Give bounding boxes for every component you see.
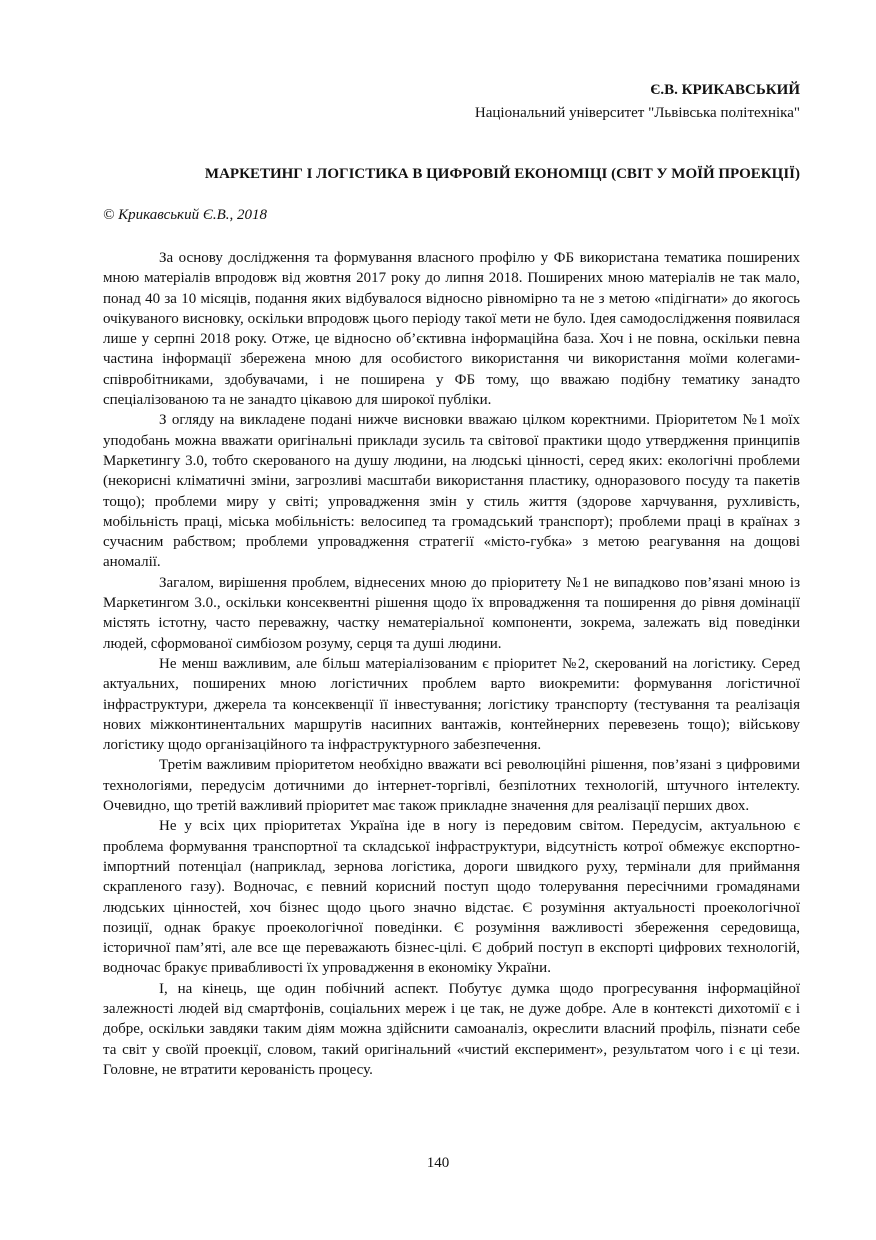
paragraph: За основу дослідження та формування власного профілю у ФБ використана тематика поширених мною матеріалів впродовж від жовтня 2017 року до липня 2018. Поширених мною матеріалів не так мало, понад 40 за 10 місяців, подання яких відбувалося відносно рівномірно та не з метою «підігнати» до якогось очікуваного висновку, оскільки впродовж цього періоду такої мети не було. Ідея самодослідження появилася лише у серпні 2018 року. Отже, це відносно об’єктивна інформаційна база. Хоч і не повна, оскільки певна частина інформації збережена мною для особистого використання чи використання моїми колегами-співробітниками, здобувачами, і не поширена у ФБ тому, що вважаю подібну тематику занадто спеціалізованою та не занадто цікавою для широкої публіки. <box>103 250 800 409</box>
body-text <box>103 248 800 1080</box>
copyright-line: © Крикавський Є.В., 2018 <box>103 207 268 223</box>
paragraph: Не менш важливим, але більш матеріалізованим є пріоритет №2, скерований на логістику. Серед актуальних, поширених мною логістичних проблем варто виокремити: формування логістичної інфраструктури, джерела та консеквенції її інвестування; логістику транспорту (тестування та реалізація нових міжконтинентальних маршрутів насипних вантажів, контейнерних перевезень тощо); військову логістику щодо організаційного та інфраструктурного забезпечення. <box>103 655 800 754</box>
paragraph: Третім важливим пріоритетом необхідно вважати всі революційні рішення, пов’язані з цифровими технологіями, передусім дотичними до інтернет-торгівлі, безпілотних технологій, штучного інтелекту. Очевидно, що третій важливий пріоритет має також прикладне значення для реалізації перших двох. <box>103 757 800 815</box>
paragraph: Не у всіх цих пріоритетах Україна іде в ногу із передовим світом. Передусім, актуальною є проблема формування транспортної та складської інфраструктури, відсутність котрої обмежує експортно-імпортний потенціал (наприклад, зернова логістика, дороги швидкого руху, термінали для приймання скрапленого газу). Водночас, є певний корисний поступ щодо толерування пересічними громадянами людських цінностей, хоч бізнес щодо цього значно відстає. Є розуміння актуальності проекологічної позиції, однак бракує проекологічної поведінки. Є розуміння важливості збереження середовища, історичної пам’яті, але все ще переважають бізнес-цілі. Є добрий поступ в експорті цифрових технологій, водночас бракує привабливості їх упровадження в економіку України. <box>103 818 800 977</box>
page-number: 140 <box>426 1155 450 1171</box>
author-name: Є.В. КРИКАВСЬКИЙ <box>650 82 800 98</box>
paragraph: Загалом, вирішення проблем, віднесених мною до пріоритету №1 не випадково пов’язані мною із Маркетингом 3.0., оскільки консеквентні рішення щодо їх впровадження та поширення до рівня домінації містять істотну, часто переважну, частку нематеріальної компоненти, зокрема, залежать від поведінки людей, сформованої симбіозом розуму, серця та душі людини. <box>103 574 800 652</box>
paragraph: З огляду на викладене подані нижче висновки вважаю цілком коректними. Пріоритетом №1 моїх уподобань можна вважати оригінальні приклади зусиль та світової практики щодо утвердження принципів Маркетингу 3.0, тобто скерованого на душу людини, на людські цінності, серед яких: екологічні проблеми (некорисні кліматичні зміни, загрозливі масштаби використання пластику, одноразового посуду та пакетів тощо); проблеми миру у світі; упровадження змін у стиль життя (здорове харчування, рухливість, мобільність праці, міська мобільність: велосипед та громадський транспорт); проблеми праці в країнах з сучасним рабством; проблеми упровадження стратегії «місто-губка» з метою реагування на дощові аномалії. <box>103 412 800 571</box>
author-affiliation: Національний університет "Львівська політехніка" <box>474 105 800 121</box>
paper-title: МАРКЕТИНГ І ЛОГІСТИКА В ЦИФРОВІЙ ЕКОНОМІЦІ (СВІТ У МОЇЙ ПРОЕКЦІЇ) <box>204 166 800 182</box>
paragraph: І, на кінець, ще один побічний аспект. Побутує думка щодо прогресування інформаційної залежності людей від смартфонів, соціальних мереж і це так, не дуже добре. Але в контексті дихотомії є і добре, оскільки завдяки таким діям можна здійснити самоаналіз, окреслити власний профіль, пізнати себе та світ у своїй проекції, словом, такий оригінальний «чистий експеримент», результатом чого і є ці тези. Головне, не втратити керованість процесу. <box>103 980 800 1078</box>
